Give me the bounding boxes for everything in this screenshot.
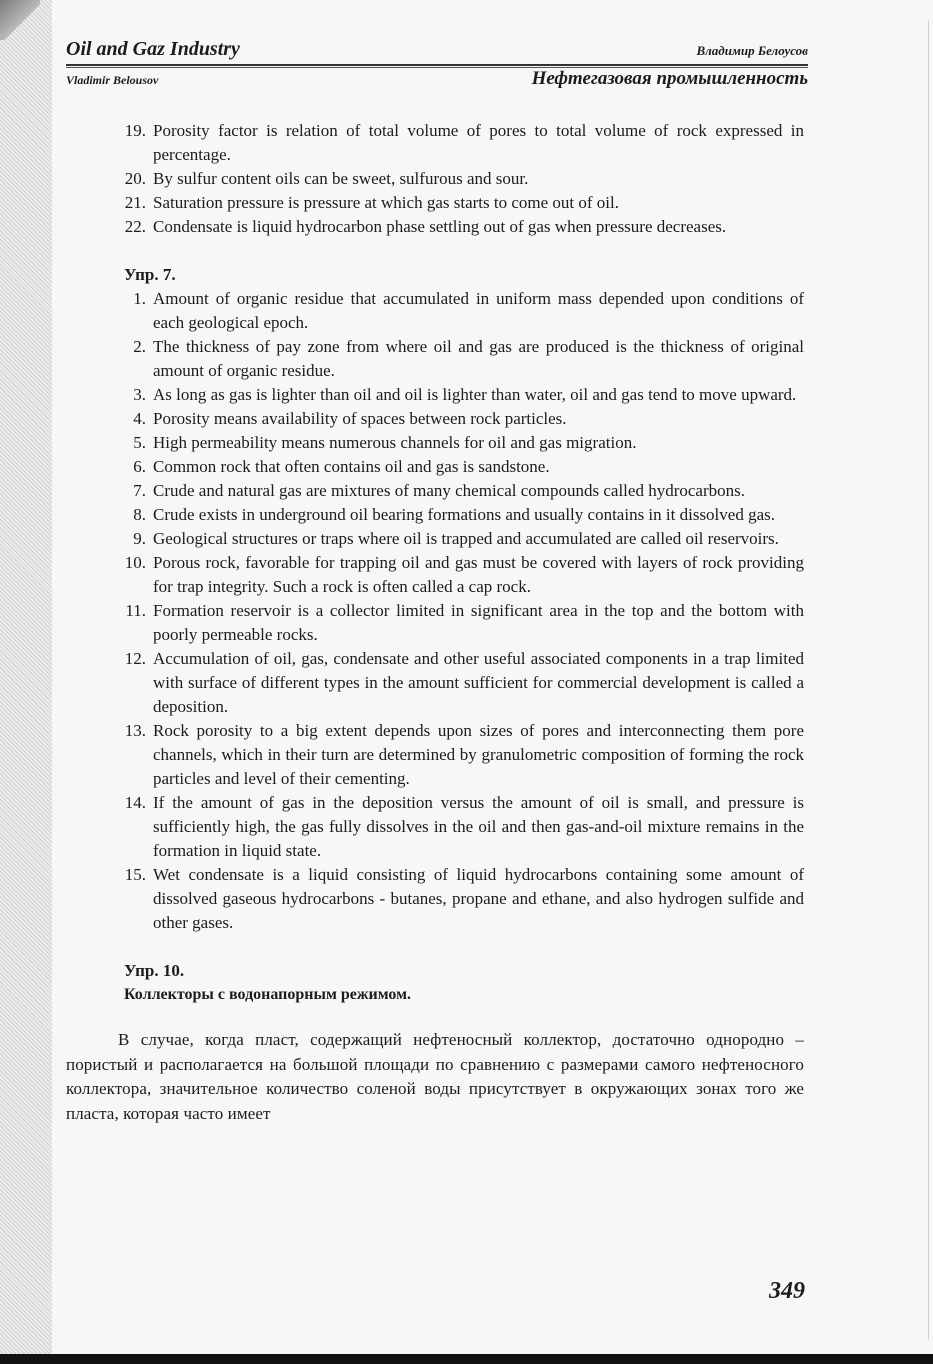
item-text: High permeability means numerous channels for oil and gas migration. [153,433,637,452]
list-item [118,431,804,455]
item-number: 5. [133,433,146,452]
header-rule [66,64,808,66]
item-text: As long as gas is lighter than oil and oil is lighter than water, oil and gas tend to move upward. [153,385,797,404]
item-text: Geological structures or traps where oil is trapped and accumulated are called oil reservoirs. [153,529,779,548]
item-text: Condensate is liquid hydrocarbon phase settling out of gas when pressure decreases. [153,217,727,236]
exercise-10-heading: Упр. 10. [124,961,185,980]
running-header-top [66,38,808,61]
list-item [118,479,804,503]
item-number: 14. [124,793,146,812]
item-text: Porosity factor is relation of total volume of pores to total volume of rock expressed in percentage. [153,121,804,164]
page-number: 349 [769,1278,805,1304]
list-item [118,719,804,791]
item-text: Wet condensate is a liquid consisting of liquid hydrocarbons containing some amount of dissolved gaseous hydrocarbons - butanes, propane and ethane, and also hydrogen sulfide and other gases. [153,865,804,932]
exercise-10-paragraph: В случае, когда пласт, содержащий нефтеносный коллектор, достаточно однородно – пористый и располагается на большой площади по сравнению с размерами самого нефтеносного коллектора, значительное количество соленой воды присутствует в окружающих зонах того же пласта, которая часто имеет [66,1030,804,1123]
header-title-en: Oil and Gaz Industry [66,38,240,60]
list-item [118,215,804,239]
item-number: 11. [125,601,146,620]
item-text: Saturation pressure is pressure at which gas starts to come out of oil. [153,193,619,212]
item-number: 20. [124,169,146,188]
exercise-10-subtitle: Коллекторы с водонапорным режимом. [124,986,412,1003]
item-text: By sulfur content oils can be sweet, sulfurous and sour. [153,169,529,188]
item-text: Crude exists in underground oil bearing formations and usually contains in it dissolved gas. [153,505,775,524]
list-item [118,407,804,431]
exercise-7-list [118,287,804,935]
item-text: Amount of organic residue that accumulated in uniform mass depended upon conditions of each geological epoch. [153,289,804,332]
item-number: 9. [133,529,146,548]
list-item [118,791,804,863]
item-text: Porous rock, favorable for trapping oil and gas must be covered with layers of rock providing for trap integrity. Such a rock is often called a cap rock. [153,553,804,596]
item-text: Common rock that often contains oil and gas is sandstone. [153,457,550,476]
list-item [118,167,804,191]
item-number: 7. [133,481,146,500]
item-number: 3. [133,385,146,404]
header-title-ru: Нефтегазовая промышленность [531,68,808,89]
list-continued [118,119,804,239]
item-number: 4. [133,409,146,428]
list-item [118,503,804,527]
list-item [118,599,804,647]
item-number: 2. [133,337,146,356]
item-number: 22. [124,217,146,236]
item-number: 10. [124,553,146,572]
item-number: 1. [133,289,146,308]
header-author-ru: Владимир Белоусов [696,43,808,58]
list-item [118,191,804,215]
header-author-en: Vladimir Belousov [66,73,159,87]
item-number: 12. [124,649,146,668]
item-text: Crude and natural gas are mixtures of many chemical compounds called hydrocarbons. [153,481,745,500]
list-item [118,287,804,335]
list-item [118,647,804,719]
list-item [118,383,804,407]
item-text: The thickness of pay zone from where oil and gas are produced is the thickness of original amount of organic residue. [153,337,804,380]
item-text: Accumulation of oil, gas, condensate and other useful associated components in a trap limited with surface of different types in the amount sufficient for commercial development is called a deposition. [153,649,804,716]
running-header-bottom [66,68,808,90]
item-text: Rock porosity to a big extent depends upon sizes of pores and interconnecting them pore channels, which in their turn are determined by granulometric composition of forming the rock particles and level of their cementing. [153,721,804,788]
exercise-7-heading: Упр. 7. [124,265,176,284]
item-number: 13. [124,721,146,740]
list-item [118,527,804,551]
page-content [66,119,804,1126]
list-item [118,551,804,599]
item-text: Formation reservoir is a collector limited in significant area in the top and the bottom with poorly permeable rocks. [153,601,804,644]
item-number: 8. [133,505,146,524]
item-text: Porosity means availability of spaces between rock particles. [153,409,567,428]
list-item [118,863,804,935]
list-item [118,455,804,479]
item-number: 6. [133,457,146,476]
item-number: 15. [124,865,146,884]
item-text: If the amount of gas in the deposition versus the amount of oil is small, and pressure is sufficiently high, the gas fully dissolves in the oil and then gas-and-oil mixture remains in the formation in liquid state. [153,793,804,860]
list-item [118,119,804,167]
page-edge-line [928,20,929,1340]
book-spine-shadow [0,0,52,1364]
item-number: 19. [124,121,146,140]
scan-bottom-edge [0,1354,933,1364]
item-number: 21. [124,193,146,212]
list-item [118,335,804,383]
